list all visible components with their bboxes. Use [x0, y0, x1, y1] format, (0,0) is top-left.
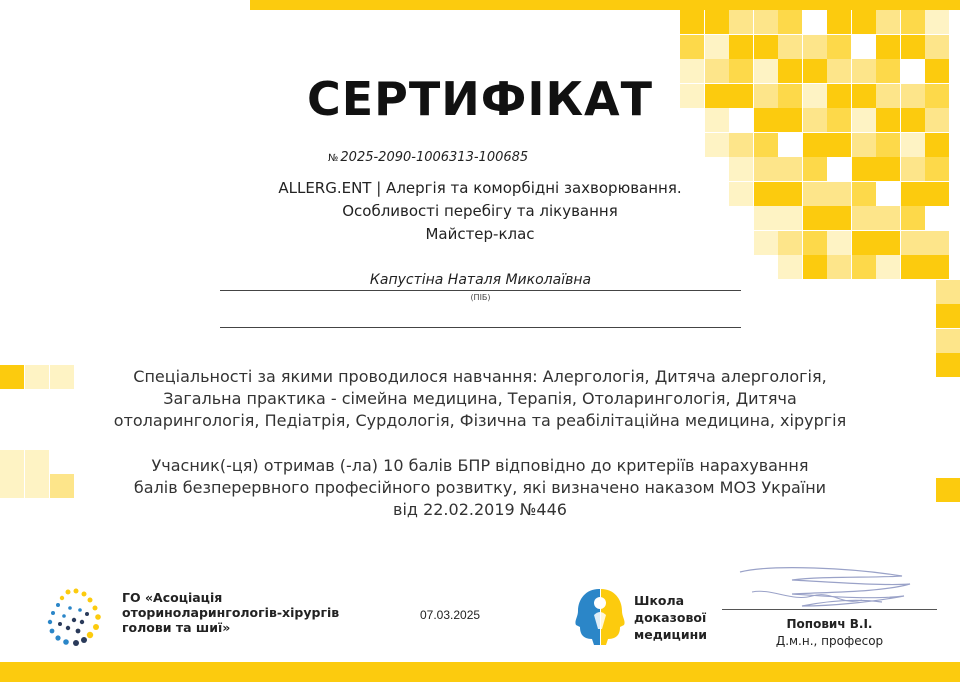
mosaic-tile	[827, 35, 851, 59]
mosaic-tile	[680, 35, 704, 59]
mosaic-tile	[827, 255, 851, 279]
mosaic-tile	[852, 133, 876, 157]
school-line-1: Школа	[634, 593, 685, 608]
mosaic-tile	[705, 10, 729, 34]
number-symbol: №	[328, 153, 339, 164]
mosaic-tile	[901, 133, 925, 157]
association-line-1: ГО «Асоціація	[122, 590, 223, 605]
mosaic-tile	[803, 157, 827, 181]
participant-name: Капустіна Наталя Миколаївна	[369, 272, 592, 288]
mosaic-tile	[901, 255, 925, 279]
mosaic-tile	[827, 133, 851, 157]
mosaic-tile	[901, 10, 925, 34]
course-type: Майстер-клас	[425, 225, 535, 243]
issue-date: 07.03.2025	[420, 608, 481, 622]
mosaic-tile	[754, 157, 778, 181]
bottom-yellow-bar	[0, 662, 960, 682]
certificate-number	[328, 150, 528, 165]
mosaic-tile	[803, 255, 827, 279]
mosaic-tile	[925, 10, 949, 34]
side-tile	[0, 365, 24, 389]
points-line-1: Учасник(-ця) отримав (-ла) 10 балів БПР відповідно до критеріїв нарахування	[151, 456, 809, 475]
number-value: 2025-2090-1006313-100685	[340, 150, 529, 165]
specialties-line-1: Спеціальності за якими проводилося навчання: Алергологія, Дитяча алергологія,	[133, 367, 827, 386]
mosaic-tile	[876, 157, 900, 181]
mosaic-tile	[876, 133, 900, 157]
mosaic-tile	[936, 304, 960, 328]
specialties-line-2: Загальна практика - сімейна медицина, Терапія, Отоларингологія, Дитяча	[163, 389, 797, 408]
mosaic-tile	[803, 133, 827, 157]
side-tile	[936, 478, 960, 502]
mosaic-tile	[778, 157, 802, 181]
mosaic-tile	[729, 157, 753, 181]
mosaic-tile	[705, 35, 729, 59]
mosaic-tile	[778, 10, 802, 34]
school-line-2: доказової	[634, 610, 707, 625]
association-logo-icon	[40, 586, 110, 650]
mosaic-tile	[901, 157, 925, 181]
signature-image	[732, 562, 932, 612]
mosaic-tile	[729, 35, 753, 59]
side-tile	[0, 474, 24, 498]
mosaic-tile	[827, 10, 851, 34]
school-logo-icon	[572, 585, 628, 647]
mosaic-tile	[705, 133, 729, 157]
mosaic-tile	[901, 35, 925, 59]
mosaic-tile	[936, 353, 960, 377]
points-line-2: балів безперервного професійного розвитку, які визначено наказом МОЗ України	[133, 478, 827, 497]
association-name	[122, 590, 339, 635]
association-line-3: голови та шиї»	[122, 620, 231, 635]
signer-name: Попович В.І.	[786, 617, 873, 631]
mosaic-tile	[778, 35, 802, 59]
signature-line	[722, 609, 937, 610]
certificate-title: СЕРТИФІКАТ	[306, 72, 654, 126]
course-title-line-1: ALLERG.ENT | Алергія та коморбідні захворювання.	[278, 179, 682, 197]
second-underline	[220, 327, 741, 328]
mosaic-tile	[852, 10, 876, 34]
association-line-2: оториноларингологів-хірургів	[122, 605, 340, 620]
mosaic-tile	[729, 10, 753, 34]
mosaic-tile	[876, 35, 900, 59]
mosaic-tile	[936, 329, 960, 353]
mosaic-tile	[754, 10, 778, 34]
mosaic-tile	[925, 35, 949, 59]
side-tile	[0, 450, 24, 474]
mosaic-tile	[925, 255, 949, 279]
mosaic-tile	[803, 35, 827, 59]
mosaic-tile	[852, 35, 876, 59]
top-yellow-bar	[250, 0, 960, 10]
mosaic-tile	[925, 157, 949, 181]
mosaic-tile	[754, 35, 778, 59]
points-line-3: від 22.02.2019 №446	[393, 500, 567, 519]
specialties-line-3: отоларингологія, Педіатрія, Сурдологія, Фізична та реабілітаційна медицина, хірургія	[113, 411, 847, 430]
mosaic-tile	[852, 255, 876, 279]
school-line-3: медицини	[634, 627, 707, 642]
mosaic-tile	[827, 157, 851, 181]
mosaic-tile	[876, 255, 900, 279]
name-underline	[220, 290, 741, 291]
mosaic-tile	[778, 133, 802, 157]
school-name	[634, 592, 707, 643]
mosaic-tile	[936, 280, 960, 304]
course-title-line-2: Особливості перебігу та лікування	[342, 202, 618, 220]
mosaic-tile	[778, 255, 802, 279]
mosaic-tile	[754, 133, 778, 157]
mosaic-tile	[852, 157, 876, 181]
name-caption: (ПІБ)	[470, 293, 491, 302]
mosaic-tile	[803, 10, 827, 34]
mosaic-tile	[876, 10, 900, 34]
mosaic-tile	[729, 133, 753, 157]
mosaic-tile	[680, 10, 704, 34]
signer-title: Д.м.н., професор	[775, 634, 884, 648]
mosaic-tile	[925, 133, 949, 157]
